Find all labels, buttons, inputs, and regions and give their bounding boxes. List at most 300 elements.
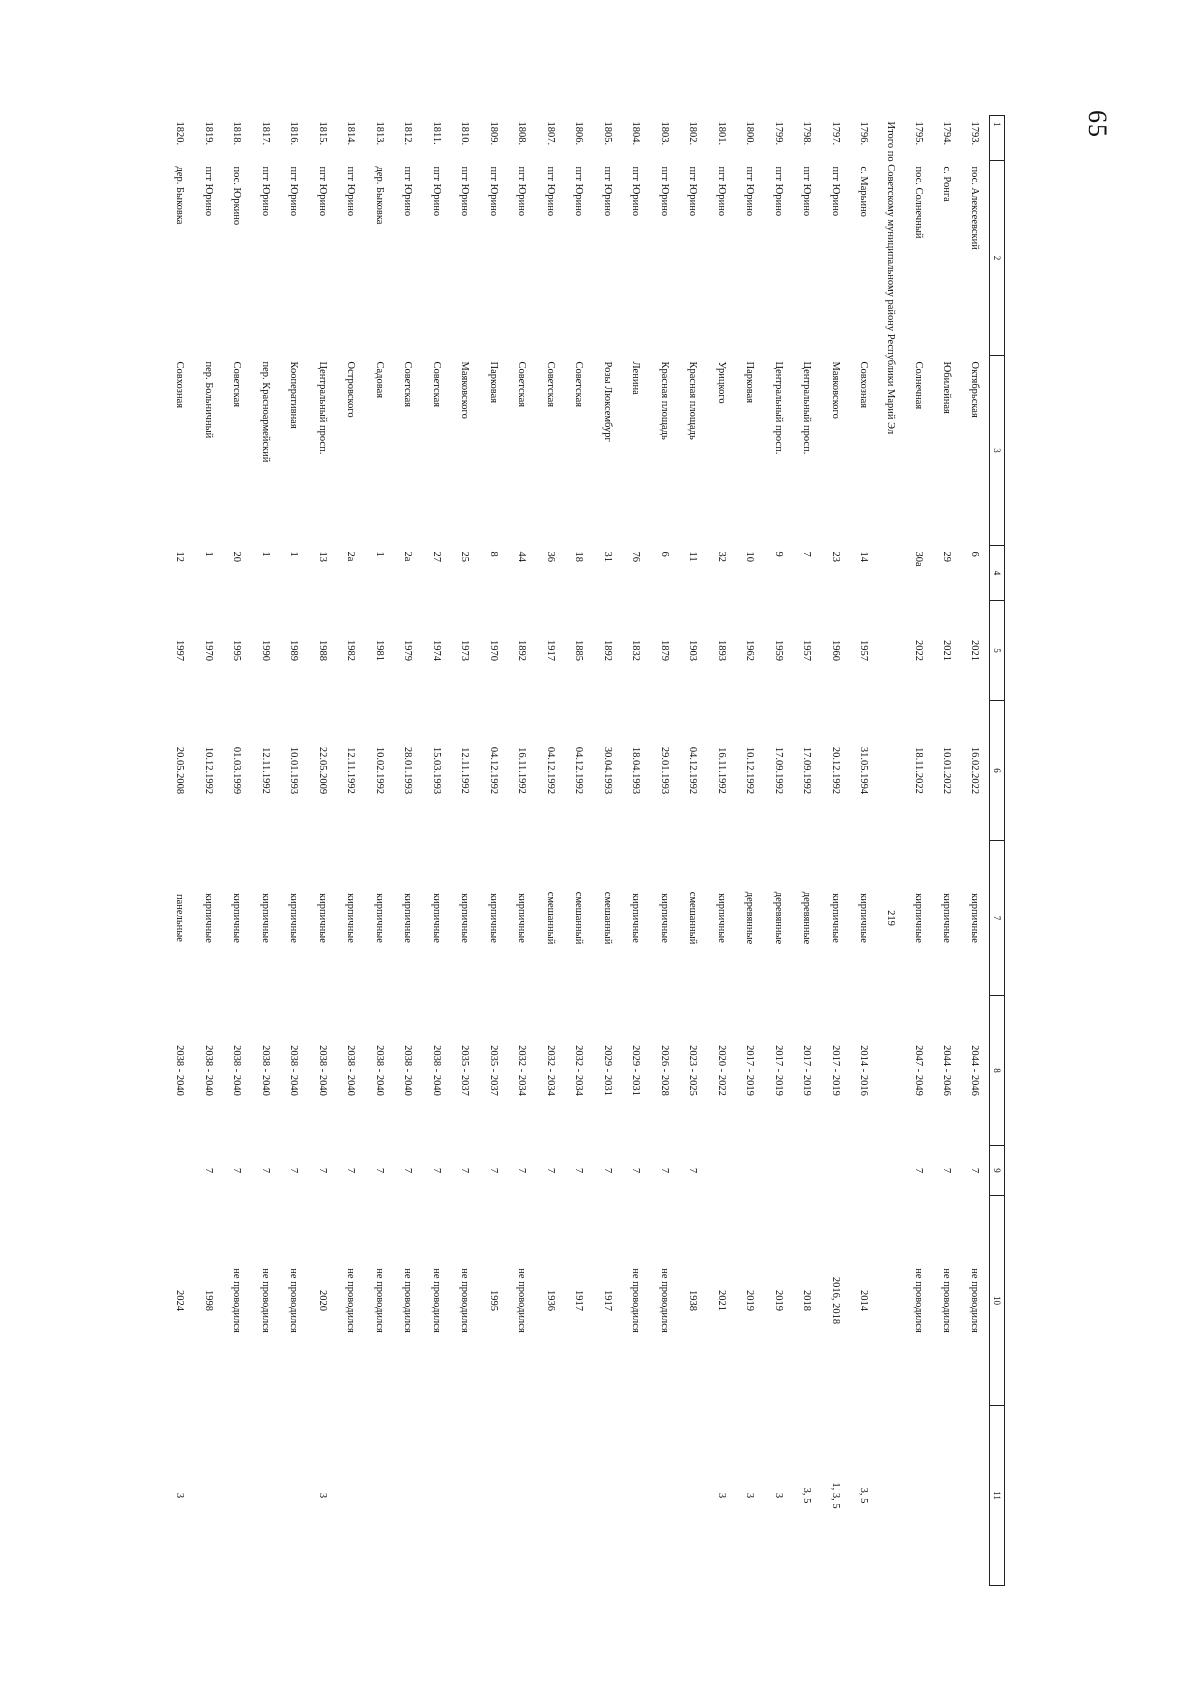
table-cell bbox=[166, 1146, 195, 1196]
table-cell bbox=[764, 1146, 793, 1196]
table-cell: кирпичные bbox=[858, 893, 870, 943]
table-cell: 2038 - 2040 bbox=[174, 1045, 186, 1096]
table-cell: 2024 bbox=[174, 1290, 186, 1311]
column-header: 6 bbox=[990, 701, 1005, 841]
table-cell: кирпичные bbox=[316, 893, 328, 943]
table-cell: не проводился bbox=[941, 1268, 953, 1333]
table-cell: Красная площадь bbox=[687, 361, 699, 440]
table-cell: 1959 bbox=[772, 640, 784, 661]
table-cell: 2038 - 2040 bbox=[373, 1045, 385, 1096]
table-cell: не проводился bbox=[969, 1268, 981, 1333]
table-cell: 3 bbox=[316, 1492, 328, 1499]
table-cell: 1892 bbox=[516, 640, 528, 661]
table-cell: 30.04.1993 bbox=[601, 746, 613, 795]
table-row bbox=[707, 116, 736, 1586]
table-cell: 10.12.1992 bbox=[744, 746, 756, 795]
column-header: 11 bbox=[990, 1406, 1005, 1586]
table-cell: пгт Юрино bbox=[544, 166, 556, 217]
table-row bbox=[593, 116, 622, 1586]
table-cell: 16.11.1992 bbox=[715, 747, 727, 794]
column-header: 7 bbox=[990, 841, 1005, 996]
table-cell: 1 bbox=[373, 551, 385, 557]
table-cell bbox=[251, 1406, 280, 1586]
table-cell: Парковая bbox=[744, 361, 756, 404]
table-row bbox=[850, 116, 879, 1586]
table-cell: 7 bbox=[402, 1167, 414, 1174]
table-cell: 3, 5 bbox=[801, 1487, 813, 1504]
table-cell: 04.12.1992 bbox=[544, 746, 556, 795]
table-cell: Центральный просп. bbox=[772, 361, 784, 455]
table-cell: пгт Юрино bbox=[487, 166, 499, 217]
table-cell: дер. Быковка bbox=[373, 166, 385, 225]
table-row bbox=[251, 116, 280, 1586]
table-cell: 1 bbox=[202, 551, 214, 557]
table-cell: 31.05.1994 bbox=[858, 746, 870, 795]
table-cell: 12 bbox=[174, 551, 186, 562]
table-cell: Красная площадь bbox=[658, 361, 670, 440]
table-cell: Октябрьская bbox=[969, 361, 981, 418]
table-cell: 2020 bbox=[316, 1290, 328, 1311]
total-row bbox=[878, 116, 904, 1586]
table-cell: 1 bbox=[259, 551, 271, 557]
table-cell: 10.02.1992 bbox=[373, 746, 385, 795]
table-cell: 6 bbox=[969, 551, 981, 557]
table-cell: не проводился bbox=[373, 1268, 385, 1333]
table-cell: не проводился bbox=[630, 1268, 642, 1333]
table-cell: 1800. bbox=[744, 121, 756, 146]
table-row bbox=[736, 116, 765, 1586]
table-cell bbox=[622, 1406, 651, 1586]
table-cell: 3 bbox=[772, 1492, 784, 1499]
table-cell: 1813. bbox=[373, 121, 385, 146]
table-cell: 1793. bbox=[969, 121, 981, 146]
table-cell: Маяковского bbox=[829, 361, 841, 419]
column-header: 8 bbox=[990, 996, 1005, 1146]
table-cell: 22.05.2009 bbox=[316, 746, 328, 795]
table-cell: 1805. bbox=[601, 121, 613, 146]
table-cell: 1960 bbox=[829, 640, 841, 661]
table-cell: 13 bbox=[316, 551, 328, 562]
table-cell: кирпичные bbox=[259, 893, 271, 943]
table-cell: 1809. bbox=[487, 121, 499, 146]
table-cell: Совхозная bbox=[858, 361, 870, 409]
table-cell: пгт Юрино bbox=[259, 166, 271, 217]
table-cell: 1832 bbox=[630, 640, 642, 661]
table-cell bbox=[904, 1406, 933, 1586]
table-cell: не проводился bbox=[430, 1268, 442, 1333]
table-cell: пгт Юрино bbox=[516, 166, 528, 217]
table-cell bbox=[223, 1406, 252, 1586]
table-cell: 7 bbox=[912, 1167, 924, 1174]
table-cell bbox=[479, 1406, 508, 1586]
table-cell: 20 bbox=[231, 551, 243, 562]
table-cell: Островского bbox=[345, 361, 357, 418]
table-cell: пгт Юрино bbox=[715, 166, 727, 217]
column-header: 4 bbox=[990, 546, 1005, 601]
table-cell: 20.12.1992 bbox=[829, 746, 841, 795]
table-cell: 36 bbox=[544, 551, 556, 562]
rotated-table-frame bbox=[174, 115, 1005, 1585]
table-cell: 7 bbox=[573, 1167, 585, 1174]
table-cell: 1811. bbox=[430, 121, 442, 145]
table-cell: 2014 - 2016 bbox=[858, 1045, 870, 1096]
table-cell: 1970 bbox=[487, 640, 499, 661]
table-cell: 1795. bbox=[912, 121, 924, 146]
table-cell: 2017 - 2019 bbox=[801, 1045, 813, 1096]
table-body-total bbox=[878, 116, 904, 1586]
table-cell: 2017 - 2019 bbox=[829, 1045, 841, 1096]
table-cell: 04.12.1992 bbox=[573, 746, 585, 795]
column-header: 10 bbox=[990, 1196, 1005, 1406]
table-cell: 1879 bbox=[658, 640, 670, 661]
table-cell: пгт Юрино bbox=[630, 166, 642, 217]
table-cell: 7 bbox=[430, 1167, 442, 1174]
table-cell: 1799. bbox=[772, 121, 784, 146]
table-cell: 1995 bbox=[231, 640, 243, 661]
table-cell: 2038 - 2040 bbox=[316, 1045, 328, 1096]
table-body-after-total bbox=[166, 116, 879, 1586]
table-cell: 7 bbox=[231, 1167, 243, 1174]
table-cell: 2026 - 2028 bbox=[658, 1045, 670, 1096]
table-cell: 10.01.1993 bbox=[288, 746, 300, 795]
table-cell: не проводился bbox=[912, 1268, 924, 1333]
table-cell: 1988 bbox=[316, 640, 328, 661]
table-cell: 8 bbox=[487, 551, 499, 557]
total-label: Итого по Советскому муниципальному району Республики Марий Эл bbox=[885, 121, 897, 435]
table-cell: 1917 bbox=[544, 640, 556, 661]
table-cell bbox=[707, 1146, 736, 1196]
table-cell: 2032 - 2034 bbox=[544, 1045, 556, 1096]
table-row bbox=[622, 116, 651, 1586]
table-cell: 1816. bbox=[288, 121, 300, 146]
table-cell bbox=[280, 1406, 309, 1586]
table-cell: 2038 - 2040 bbox=[430, 1045, 442, 1096]
table-row bbox=[337, 116, 366, 1586]
table-cell bbox=[337, 1406, 366, 1586]
table-cell: кирпичные bbox=[516, 893, 528, 943]
table-cell: 2038 - 2040 bbox=[288, 1045, 300, 1096]
table-cell: 2018 bbox=[801, 1290, 813, 1311]
table-cell: 10.12.1992 bbox=[202, 746, 214, 795]
table-cell: 23 bbox=[829, 551, 841, 562]
table-cell: 1957 bbox=[858, 640, 870, 661]
table-cell bbox=[365, 1406, 394, 1586]
table-cell: смешанный bbox=[544, 891, 556, 945]
table-cell: 18 bbox=[573, 551, 585, 562]
table-cell: смешанный bbox=[573, 891, 585, 945]
table-cell: Советская bbox=[231, 361, 243, 408]
table-cell: пгт Юрино bbox=[202, 166, 214, 217]
table-cell: 1957 bbox=[801, 640, 813, 661]
table-cell: Ленина bbox=[630, 361, 642, 395]
table-cell: 1970 bbox=[202, 640, 214, 661]
table-cell: 04.12.1992 bbox=[687, 746, 699, 795]
table-cell: 1917 bbox=[601, 1290, 613, 1311]
table-cell: 1801. bbox=[715, 121, 727, 146]
table-cell: 1973 bbox=[459, 640, 471, 661]
table-cell bbox=[536, 1406, 565, 1586]
table-cell: кирпичные bbox=[941, 893, 953, 943]
table-row bbox=[536, 116, 565, 1586]
table-cell: Советская bbox=[516, 361, 528, 408]
table-cell: 10 bbox=[744, 551, 756, 562]
table-cell: пгт Юрино bbox=[459, 166, 471, 217]
table-cell: 2021 bbox=[715, 1290, 727, 1311]
table-cell: кирпичные bbox=[430, 893, 442, 943]
table-cell: Розы Люксембург bbox=[601, 361, 613, 442]
table-cell: смешанный bbox=[601, 891, 613, 945]
table-cell: 17.09.1992 bbox=[772, 746, 784, 795]
table-cell: 2044 - 2046 bbox=[941, 1045, 953, 1096]
table-cell: 7 bbox=[288, 1167, 300, 1174]
table-row bbox=[280, 116, 309, 1586]
table-cell: 16.11.1992 bbox=[516, 747, 528, 794]
table-cell: пгт Юрино bbox=[829, 166, 841, 217]
table-cell: 1820. bbox=[174, 121, 186, 146]
table-cell: пгт Юрино bbox=[316, 166, 328, 217]
table-cell: 1989 bbox=[288, 640, 300, 661]
table-cell: 2029 - 2031 bbox=[601, 1045, 613, 1096]
table-row bbox=[508, 116, 537, 1586]
column-number-row bbox=[990, 116, 1005, 1586]
table-cell: Парковая bbox=[487, 361, 499, 404]
table-cell: Советская bbox=[430, 361, 442, 408]
table-cell: Маяковского bbox=[459, 361, 471, 419]
table-cell: кирпичные bbox=[487, 893, 499, 943]
table-cell: не проводился bbox=[231, 1268, 243, 1333]
table-cell: 04.12.1992 bbox=[487, 746, 499, 795]
table-cell: пер. Красноармейский bbox=[259, 361, 271, 463]
table-cell: 2014 bbox=[858, 1290, 870, 1311]
table-cell: 2032 - 2034 bbox=[573, 1045, 585, 1096]
table-row bbox=[679, 116, 708, 1586]
table-row bbox=[365, 116, 394, 1586]
table-cell: 1807. bbox=[544, 121, 556, 146]
table-row bbox=[904, 116, 933, 1586]
table-cell: 1810. bbox=[459, 121, 471, 146]
table-cell: 2017 - 2019 bbox=[772, 1045, 784, 1096]
table-cell: 1814. bbox=[345, 121, 357, 146]
table-cell bbox=[394, 1406, 423, 1586]
table-cell: 7 bbox=[969, 1167, 981, 1174]
table-cell: 2020 - 2022 bbox=[715, 1045, 727, 1096]
table-cell: пгт Юрино bbox=[601, 166, 613, 217]
table-cell: 1812. bbox=[402, 121, 414, 146]
table-cell: 32 bbox=[715, 551, 727, 562]
table-cell: не проводился bbox=[288, 1268, 300, 1333]
table-cell: 30а bbox=[912, 551, 924, 567]
table-cell: панельные bbox=[174, 894, 186, 942]
table-cell: 7 bbox=[687, 1167, 699, 1174]
table-cell: 1 bbox=[288, 551, 300, 557]
table-cell: кирпичные bbox=[658, 893, 670, 943]
table-cell bbox=[961, 1406, 990, 1586]
table-cell: не проводился bbox=[259, 1268, 271, 1333]
table-cell: 7 bbox=[601, 1167, 613, 1174]
table-cell: Урицкого bbox=[715, 361, 727, 404]
table-cell: кирпичные bbox=[912, 893, 924, 943]
table-cell: кирпичные bbox=[630, 893, 642, 943]
table-cell: Кооперативная bbox=[288, 361, 300, 429]
table-cell: 44 bbox=[516, 551, 528, 562]
table-cell: 1903 bbox=[687, 640, 699, 661]
table-cell: Центральный просп. bbox=[316, 361, 328, 455]
table-cell: 7 bbox=[487, 1167, 499, 1174]
table-cell: 7 bbox=[630, 1167, 642, 1174]
table-cell: пгт Юрино bbox=[345, 166, 357, 217]
table-cell: 3 bbox=[715, 1492, 727, 1499]
table-cell: 2035 - 2037 bbox=[459, 1045, 471, 1096]
table-cell: 3 bbox=[174, 1492, 186, 1499]
table-cell: с. Марьино bbox=[858, 166, 870, 217]
table-cell: 15.03.1993 bbox=[430, 746, 442, 795]
table-cell: 3, 5 bbox=[858, 1487, 870, 1504]
table-cell: пос. Юркино bbox=[231, 166, 243, 226]
table-cell: 2038 - 2040 bbox=[345, 1045, 357, 1096]
table-cell: 1938 bbox=[687, 1290, 699, 1311]
table-row bbox=[793, 116, 822, 1586]
table-cell: пер. Больничный bbox=[202, 361, 214, 439]
table-cell: 17.09.1992 bbox=[801, 746, 813, 795]
page-number: 65 bbox=[1083, 110, 1112, 138]
table-cell: кирпичные bbox=[459, 893, 471, 943]
table-cell: 7 bbox=[941, 1167, 953, 1174]
table-cell: пгт Юрино bbox=[687, 166, 699, 217]
table-cell: 2038 - 2040 bbox=[202, 1045, 214, 1096]
table-cell: 11 bbox=[687, 551, 699, 562]
table-cell: 2019 bbox=[744, 1290, 756, 1311]
table-cell: 3 bbox=[744, 1492, 756, 1499]
table-cell: 7 bbox=[658, 1167, 670, 1174]
table-cell: деревянные bbox=[801, 891, 813, 945]
table-cell: 7 bbox=[459, 1167, 471, 1174]
table-row bbox=[764, 116, 793, 1586]
table-cell: Советская bbox=[402, 361, 414, 408]
table-cell: пгт Юрино bbox=[744, 166, 756, 217]
table-cell: кирпичные bbox=[288, 893, 300, 943]
table-row bbox=[308, 116, 337, 1586]
column-header: 5 bbox=[990, 601, 1005, 701]
table-cell: 2а bbox=[345, 551, 357, 562]
table-body-before-total bbox=[904, 116, 990, 1586]
table-cell: 2044 - 2046 bbox=[969, 1045, 981, 1096]
table-cell: 1997 bbox=[174, 640, 186, 661]
table-cell: 25 bbox=[459, 551, 471, 562]
table-cell: 1, 3, 5 bbox=[829, 1482, 841, 1509]
table-cell: 1995 bbox=[487, 1290, 499, 1311]
table-cell: 7 bbox=[202, 1167, 214, 1174]
table-cell: 1794. bbox=[941, 121, 953, 146]
column-header: 3 bbox=[990, 356, 1005, 546]
table-cell: кирпичные bbox=[829, 893, 841, 943]
table-cell: 2а bbox=[402, 551, 414, 562]
table-cell: Солнечная bbox=[912, 361, 924, 410]
table-cell bbox=[593, 1406, 622, 1586]
table-row bbox=[451, 116, 480, 1586]
table-cell: 1982 bbox=[345, 640, 357, 661]
table-cell bbox=[194, 1406, 223, 1586]
table-cell: 2023 - 2025 bbox=[687, 1045, 699, 1096]
table-cell: пгт Юрино bbox=[772, 166, 784, 217]
table-row bbox=[961, 116, 990, 1586]
table-cell: 1808. bbox=[516, 121, 528, 146]
table-cell: не проводился bbox=[345, 1268, 357, 1333]
column-header: 2 bbox=[990, 161, 1005, 356]
table-cell: 1796. bbox=[858, 121, 870, 146]
column-header: 1 bbox=[990, 116, 1005, 161]
table-cell: пгт Юрино bbox=[801, 166, 813, 217]
table-cell: 2029 - 2031 bbox=[630, 1045, 642, 1096]
housing-table bbox=[166, 115, 1006, 1586]
table-cell: 7 bbox=[373, 1167, 385, 1174]
table-cell: не проводился bbox=[459, 1268, 471, 1333]
table-cell: пос. Солнечный bbox=[912, 166, 924, 239]
table-cell: 16.02.2022 bbox=[969, 746, 981, 795]
table-cell: 20.05.2008 bbox=[174, 746, 186, 795]
table-cell: 1815. bbox=[316, 121, 328, 146]
table-row bbox=[479, 116, 508, 1586]
table-cell: 12.11.1992 bbox=[459, 747, 471, 794]
table-cell: 6 bbox=[658, 551, 670, 557]
table-cell: 2017 - 2019 bbox=[744, 1045, 756, 1096]
column-header: 9 bbox=[990, 1146, 1005, 1196]
table-cell bbox=[451, 1406, 480, 1586]
table-cell: 2021 bbox=[969, 640, 981, 661]
table-cell: 29 bbox=[941, 551, 953, 562]
table-cell: кирпичные bbox=[402, 893, 414, 943]
table-cell: пгт Юрино bbox=[430, 166, 442, 217]
table-cell: 18.11.2022 bbox=[912, 747, 924, 794]
table-cell: 1819. bbox=[202, 121, 214, 146]
table-cell: 2022 bbox=[912, 640, 924, 661]
table-cell: 76 bbox=[630, 551, 642, 562]
table-cell: кирпичные bbox=[373, 893, 385, 943]
table-cell bbox=[821, 1146, 850, 1196]
table-cell: не проводился bbox=[658, 1268, 670, 1333]
table-cell: Центральный просп. bbox=[801, 361, 813, 455]
table-cell: 7 bbox=[516, 1167, 528, 1174]
table-cell: 1818. bbox=[231, 121, 243, 146]
table-cell: 1893 bbox=[715, 640, 727, 661]
table-cell: 29.01.1993 bbox=[658, 746, 670, 795]
table-cell: пос. Алексеевский bbox=[969, 166, 981, 250]
table-row bbox=[565, 116, 594, 1586]
total-value: 219 bbox=[885, 910, 897, 926]
table-cell: кирпичные bbox=[345, 893, 357, 943]
table-row bbox=[194, 116, 223, 1586]
table-cell: кирпичные bbox=[231, 893, 243, 943]
table-cell: 1803. bbox=[658, 121, 670, 146]
table-cell: пгт Юрино bbox=[658, 166, 670, 217]
table-cell: 28.01.1993 bbox=[402, 746, 414, 795]
table-cell: пгт Юрино bbox=[573, 166, 585, 217]
table-cell: 2038 - 2040 bbox=[231, 1045, 243, 1096]
table-cell: 2032 - 2034 bbox=[516, 1045, 528, 1096]
table-cell: 2019 bbox=[772, 1290, 784, 1311]
total-empty bbox=[878, 996, 904, 1586]
table-cell: 9 bbox=[772, 551, 784, 557]
table-cell: не проводился bbox=[402, 1268, 414, 1333]
table-cell: 1806. bbox=[573, 121, 585, 146]
table-cell: 1936 bbox=[544, 1290, 556, 1311]
table-cell bbox=[565, 1406, 594, 1586]
table-row bbox=[422, 116, 451, 1586]
table-cell: кирпичные bbox=[969, 893, 981, 943]
table-cell: 7 bbox=[259, 1167, 271, 1174]
table-row bbox=[933, 116, 962, 1586]
table-cell: 1962 bbox=[744, 640, 756, 661]
table-cell: 2035 - 2037 bbox=[487, 1045, 499, 1096]
